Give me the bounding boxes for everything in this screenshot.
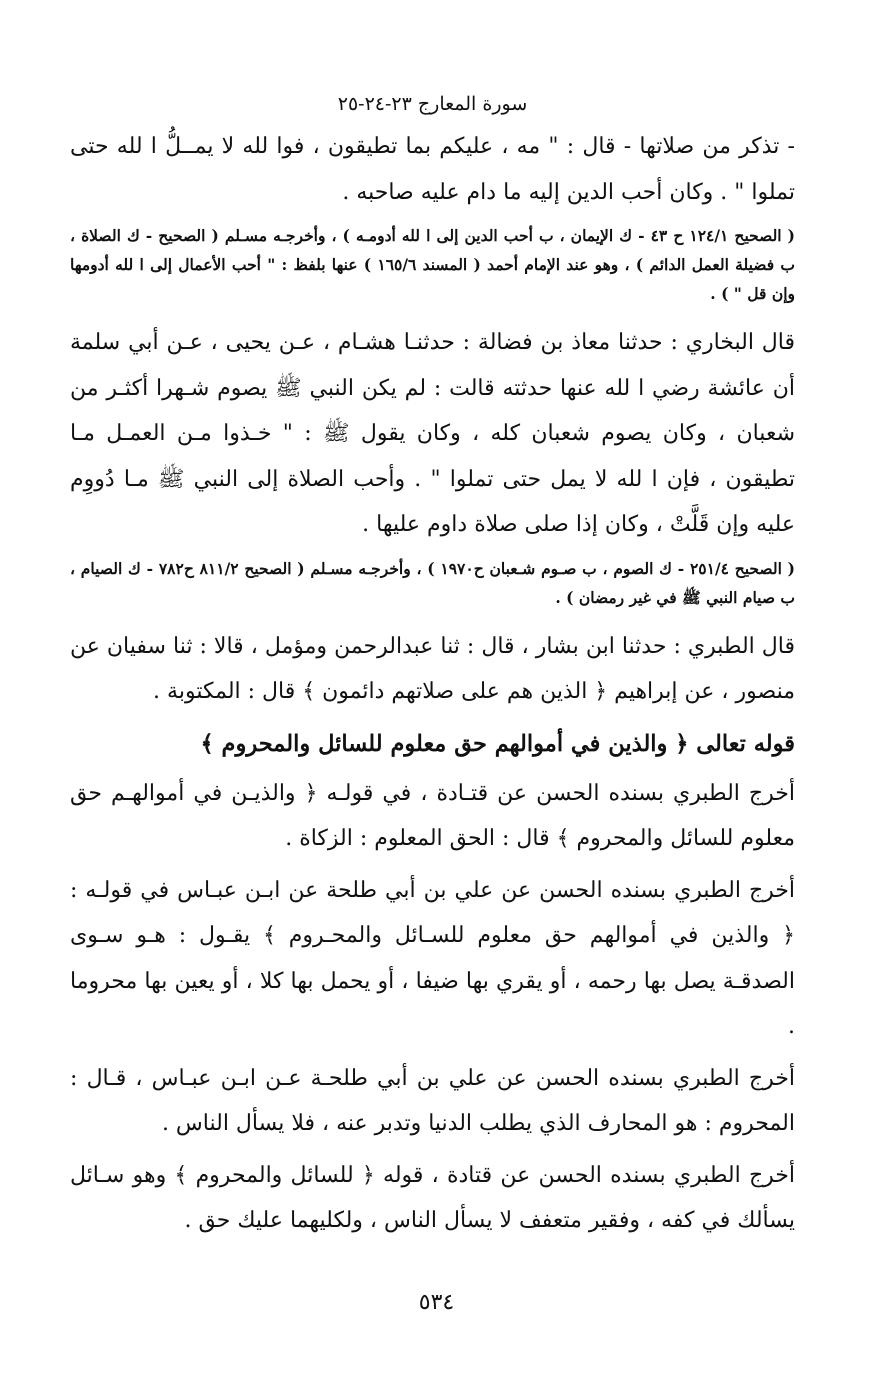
page-body (70, 86, 795, 1250)
section-heading: قوله تعالى ﴿ والذين في أموالهم حق معلوم للسائل والمحروم ﴾ (200, 730, 795, 757)
paragraph: أخرج الطبري بسنده الحسن عن قتـادة ، في قولـه ﴿ والذيـن في أموالهـم حق معلوم للسائل والمحروم ﴾ قال : الحق المعلوم : الزكاة . (70, 780, 795, 851)
running-header: سورة المعارج ٢٣-٢٤-٢٥ (337, 93, 528, 115)
paragraph: - تذكر من صلاتها - قال : " مه ، عليكم بما تطيقون ، فوا لله لا يمــلُّ ا لله حتى تملوا " . وكان أحب الدين إليه ما دام عليه صاحبه . (70, 134, 795, 205)
page-number: ٥٣٤ (418, 1290, 455, 1315)
footnote-citation: ( الصحيح ٢٥١/٤ - ك الصوم ، ب صـوم شـعبان ح١٩٧٠ ) ، وأخرجـه مسـلم ( الصحيح ٨١١/٢ ح٧٨٢ - ك الصيام ، ب صيام النبي ﷺ في غير رمضان ) . (70, 558, 796, 607)
paragraph: قال البخاري : حدثنا معاذ بن فضالة : حدثنـا هشـام ، عـن يحيى ، عـن أبي سلمة أن عائشة رضي ا لله عنها حدثته قالت : لم يكن النبي ﷺ يصوم شـهرا أكثـر من شعبان ، وكان يصوم شعبان كله ، وكان يقول ﷺ : " خـذوا مـن العمـل مـا تطيقون ، فإن ا لله لا يمل حتى تملوا " . وأحب الصلاة إلى النبي ﷺ مـا دُووِم عليه وإن قَلَّتْ ، وكان إذا صلى صلاة داوم عليها . (70, 330, 795, 537)
paragraph: قال الطبري : حدثنا ابن بشار ، قال : ثنا عبدالرحمن ومؤمل ، قالا : ثنا سفيان عن منصور ، عن إبراهيم ﴿ الذين هم على صلاتهم دائمون ﴾ قال : المكتوبة . (70, 633, 795, 704)
paragraph: أخرج الطبري بسنده الحسن عن قتادة ، قوله ﴿ للسائل والمحروم ﴾ وهو سـائل يسألك في كفه ، وفقير متعفف لا يسأل الناس ، ولكليهما عليك حق . (70, 1162, 795, 1233)
footnote-citation: ( الصحيح ١٢٤/١ ح ٤٣ - ك الإيمان ، ب أحب الدين إلى ا لله أدومـه ) ، وأخرجـه مسـلم ( الصحيح - ك الصلاة ، ب فضيلة العمل الدائم ) ، وهو عند الإمام أحمد ( المسند ١٦٥/٦ ) عنها بلفظ : " أحب الأعمال إلى ا لله أدومها وإن قل " ) . (70, 226, 795, 303)
paragraph: أخرج الطبري بسنده الحسن عن علي بن أبي طلحة عن ابـن عبـاس في قولـه : ﴿ والذين في أموالهم حق معلوم للسـائل والمحـروم ﴾ يقـول : هـو سـوى الصدقـة يصل بها رحمه ، أو يقري بها ضيفا ، أو يحمل بها كلا ، أو يعين بها محروما . (70, 877, 795, 1039)
paragraph: أخرج الطبري بسنده الحسن عن علي بن أبي طلحـة عـن ابـن عبـاس ، قـال : المحروم : هو المحارف الذي يطلب الدنيا وتدبر عنه ، فلا يسأل الناس . (70, 1065, 795, 1136)
